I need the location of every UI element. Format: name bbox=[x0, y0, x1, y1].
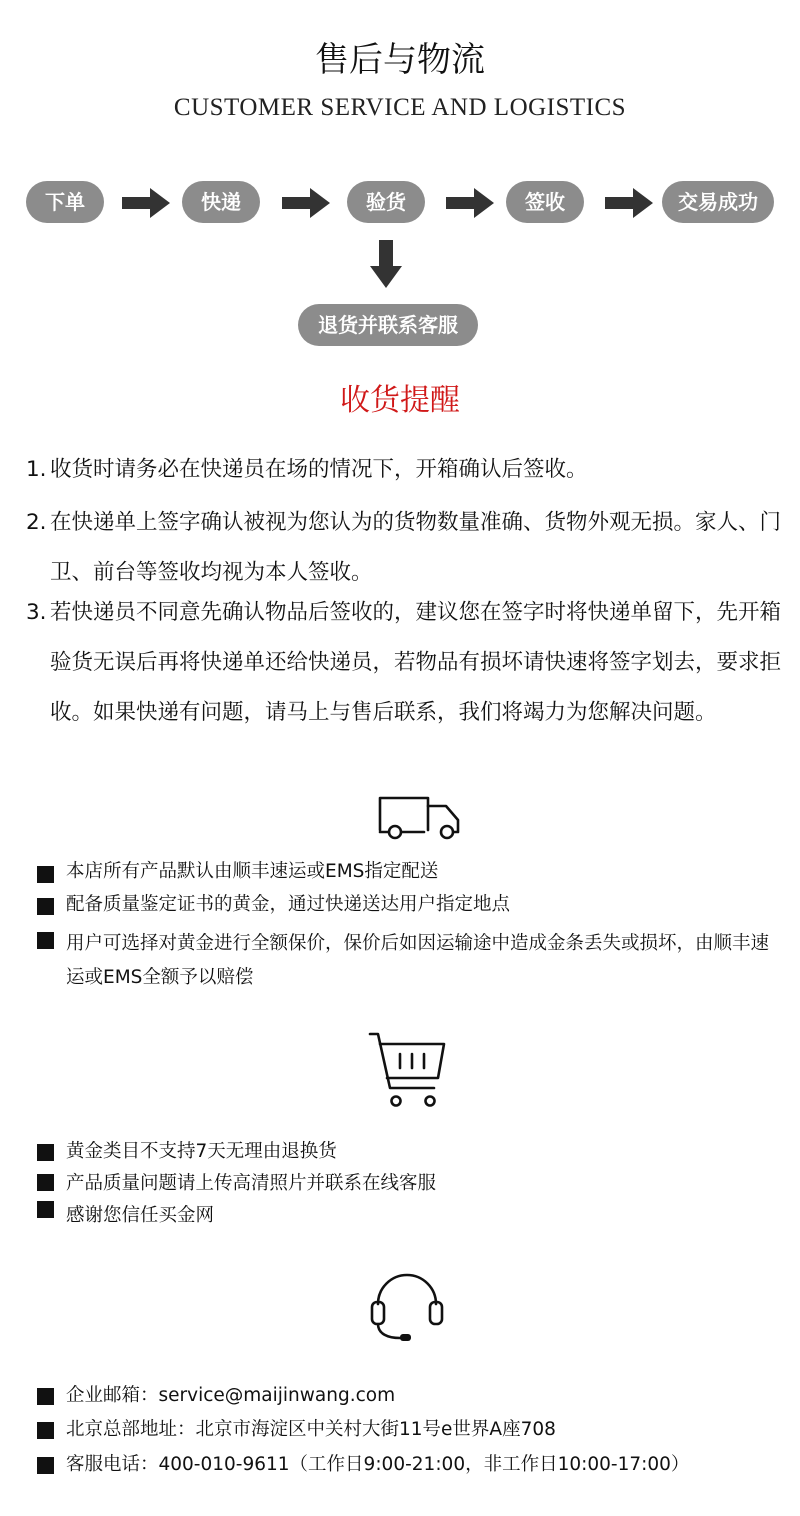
bullet-square bbox=[37, 1144, 54, 1161]
arrow-down-icon bbox=[370, 240, 402, 288]
contact-phone: 客服电话：400-010-9611（工作日9:00-21:00，非工作日10:00-17:00） bbox=[66, 1454, 690, 1475]
step-inspect: 验货 bbox=[347, 181, 425, 223]
bullet-square bbox=[37, 866, 54, 883]
rule-number: 1. bbox=[26, 457, 47, 482]
contact-email: 企业邮箱：service@maijinwang.com bbox=[66, 1385, 396, 1406]
rule-number: 2. bbox=[26, 510, 47, 535]
returns-item: 感谢您信任买金网 bbox=[66, 1205, 215, 1226]
returns-item: 产品质量问题请上传高清照片并联系在线客服 bbox=[66, 1173, 437, 1194]
rule-item bbox=[26, 498, 786, 598]
bullet-square bbox=[37, 1174, 54, 1191]
shipping-item: 本店所有产品默认由顺丰速运或EMS指定配送 bbox=[66, 861, 439, 882]
arrow-right-icon bbox=[122, 188, 170, 218]
step-sign: 签收 bbox=[506, 181, 584, 223]
bullet-square bbox=[37, 1201, 54, 1218]
reminder-title: 收货提醒 bbox=[340, 383, 460, 418]
returns-item: 黄金类目不支持7天无理由退换货 bbox=[66, 1141, 337, 1162]
page-title: 售后与物流 bbox=[315, 40, 485, 80]
rule-item bbox=[26, 448, 786, 492]
contact-address: 北京总部地址：北京市海淀区中关村大街11号e世界A座708 bbox=[66, 1419, 556, 1440]
bullet-square bbox=[37, 1422, 54, 1439]
step-order: 下单 bbox=[26, 181, 104, 223]
bullet-square bbox=[37, 1457, 54, 1474]
rule-number: 3. bbox=[26, 600, 47, 625]
step-express: 快递 bbox=[182, 181, 260, 223]
arrow-right-icon bbox=[446, 188, 494, 218]
shipping-item: 配备质量鉴定证书的黄金，通过快递送达用户指定地点 bbox=[66, 894, 511, 915]
bullet-square bbox=[37, 932, 54, 949]
shipping-item: 用户可选择对黄金进行全额保价，保价后如因运输途中造成金条丢失或损坏，由顺丰速运或EMS全额予以赔偿 bbox=[66, 933, 770, 988]
bullet-square bbox=[37, 898, 54, 915]
step-complete: 交易成功 bbox=[662, 181, 774, 223]
bullet-square bbox=[37, 1388, 54, 1405]
truck-icon bbox=[372, 794, 464, 840]
rule-text: 收货时请务必在快递员在场的情况下，开箱确认后签收。 bbox=[50, 457, 588, 482]
page-subtitle: CUSTOMER SERVICE AND LOGISTICS bbox=[173, 94, 627, 121]
rule-text: 在快递单上签字确认被视为您认为的货物数量准确、货物外观无损。家人、门卫、前台等签收均视为本人签收。 bbox=[50, 510, 782, 585]
arrow-right-icon bbox=[605, 188, 653, 218]
rule-item bbox=[26, 588, 786, 738]
headset-icon bbox=[368, 1268, 446, 1344]
arrow-right-icon bbox=[282, 188, 330, 218]
shopping-cart-icon bbox=[368, 1030, 448, 1110]
step-return: 退货并联系客服 bbox=[298, 304, 478, 346]
rule-text: 若快递员不同意先确认物品后签收的，建议您在签字时将快递单留下，先开箱验货无误后再将快递单还给快递员，若物品有损坏请快速将签字划去，要求拒收。如果快递有问题，请马上与售后联系，我们将竭力为您解决问题。 bbox=[50, 600, 782, 725]
